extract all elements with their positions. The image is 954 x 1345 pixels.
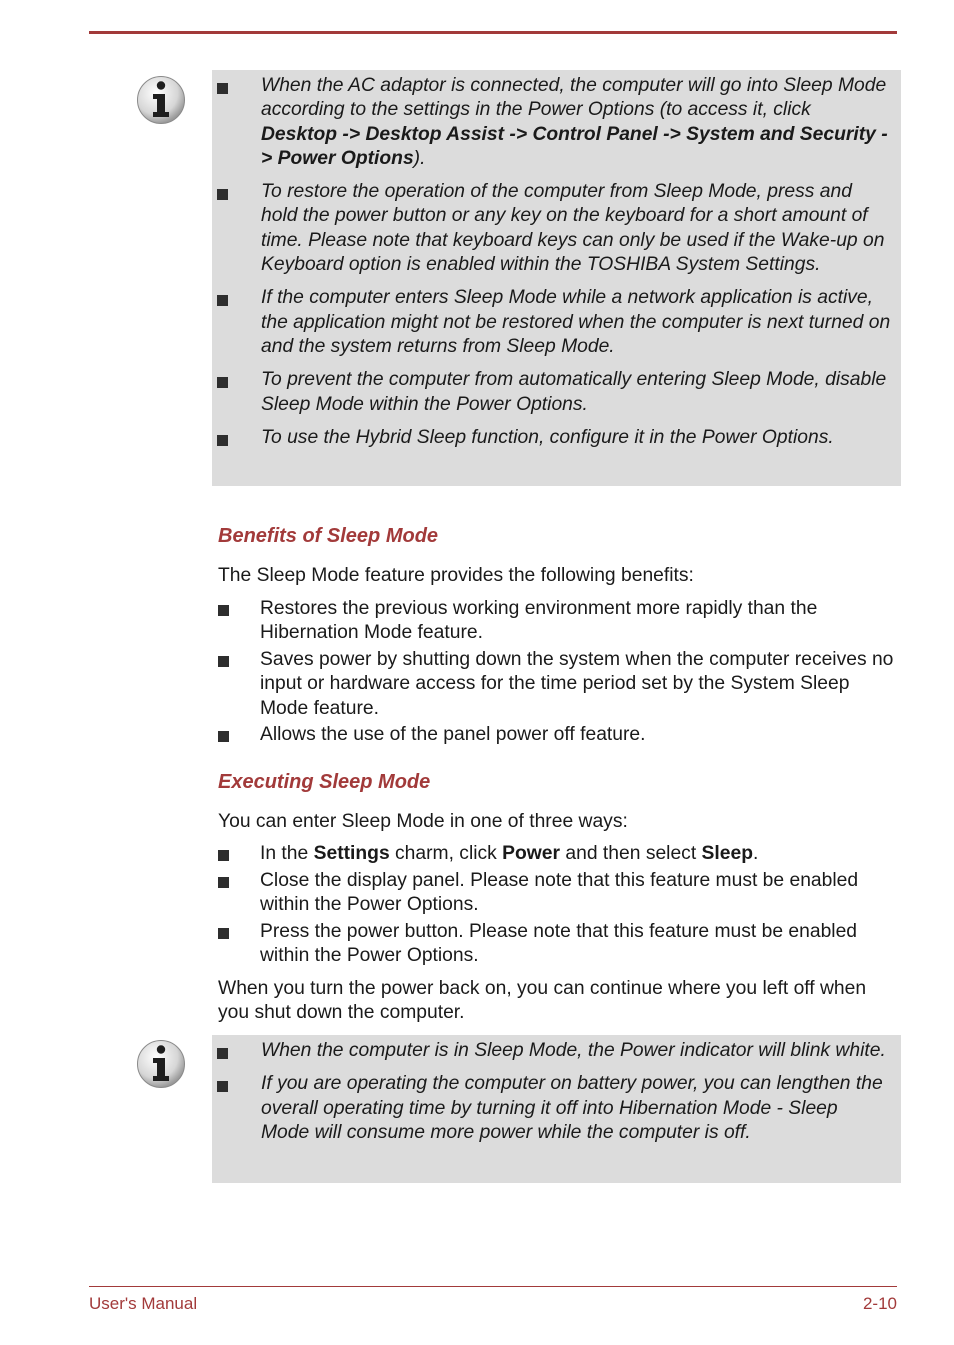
list-item (217, 368, 891, 417)
text-run: charm, click (389, 843, 503, 864)
list-item (218, 648, 898, 721)
square-bullet-icon (217, 1048, 228, 1059)
square-bullet-icon (217, 377, 228, 388)
text-run: . (753, 843, 759, 864)
bold-text: Sleep (701, 843, 753, 864)
footer-manual-title: User's Manual (89, 1294, 198, 1313)
text-run: Close the display panel. Please note that this feature must be enabled within the Power Options. (260, 869, 859, 916)
bold-text: Power (502, 843, 561, 864)
list-item (218, 842, 898, 866)
text-run: Allows the use of the panel power off feature. (260, 724, 646, 746)
square-bullet-icon (218, 877, 229, 888)
text-run: Press the power button. Please note that this feature must be enabled within the Power Options. (260, 920, 858, 967)
list-item (217, 286, 891, 359)
list-item (217, 1072, 891, 1145)
text-run: When the AC adaptor is connected, the computer will go into Sleep Mode according to the settings in the Power Options (to access it, click (261, 75, 887, 121)
benefits-list (218, 597, 898, 750)
note-box-power-info (212, 1035, 901, 1183)
text-run: Saves power by shutting down the system when the computer receives no input or hardware access for the time period set by the System Sleep Mode feature. (260, 649, 894, 719)
square-bullet-icon (218, 928, 229, 939)
list-item (217, 180, 891, 277)
text-run: To restore the operation of the computer from Sleep Mode, press and hold the power button or any key on the keyboard for a short amount of time. Please note that keyboard keys can only be used if the Wake-up on Keyboard option is enabled within the TOSHIBA System Settings. (261, 181, 885, 276)
square-bullet-icon (218, 656, 229, 667)
text-run: and then select (560, 843, 702, 864)
square-bullet-icon (217, 83, 228, 94)
section-heading-benefits: Benefits of Sleep Mode (218, 525, 439, 547)
note-box-sleep-info (212, 70, 901, 486)
executing-list (218, 842, 898, 971)
note-list (217, 74, 891, 450)
text-run: Restores the previous working environment more rapidly than the Hibernation Mode feature. (260, 598, 818, 644)
info-icon (136, 1039, 186, 1089)
text-run: To prevent the computer from automatically entering Sleep Mode, disable Sleep Mode within the Power Options. (261, 369, 887, 415)
square-bullet-icon (218, 850, 229, 861)
list-item (217, 426, 891, 450)
text-run: If the computer enters Sleep Mode while a network application is active, the application might not be restored when the computer is next turned on and the system returns from Sleep Mode. (261, 287, 891, 357)
footer-rule (89, 1286, 897, 1287)
square-bullet-icon (217, 295, 228, 306)
list-item (218, 920, 898, 969)
bold-text: Desktop -> Desktop Assist -> Control Panel -> System and Security -> Power Options (261, 123, 888, 169)
section-heading-executing: Executing Sleep Mode (218, 771, 431, 793)
note-list (217, 1039, 891, 1145)
square-bullet-icon (218, 605, 229, 616)
benefits-intro: The Sleep Mode feature provides the following benefits: (218, 565, 694, 586)
list-item (218, 869, 898, 918)
header-rule (89, 31, 897, 34)
list-item (217, 74, 891, 171)
square-bullet-icon (217, 189, 228, 200)
text-run: ). (413, 147, 426, 169)
text-run: To use the Hybrid Sleep function, configure it in the Power Options. (261, 426, 834, 448)
bold-text: Settings (313, 843, 390, 864)
square-bullet-icon (217, 1081, 228, 1092)
list-item (218, 723, 898, 747)
executing-outro: When you turn the power back on, you can continue where you left off when you shut down the computer. (218, 978, 867, 1024)
list-item (218, 597, 898, 646)
square-bullet-icon (218, 731, 229, 742)
info-icon (136, 75, 186, 125)
text-run: In the (260, 843, 314, 864)
list-item (217, 1039, 891, 1063)
text-run: When the computer is in Sleep Mode, the Power indicator will blink white. (261, 1040, 886, 1061)
executing-intro: You can enter Sleep Mode in one of three ways: (218, 811, 628, 832)
footer-page-number: 2-10 (862, 1294, 897, 1313)
text-run: If you are operating the computer on battery power, you can lengthen the overall operating time by turning it off into Hibernation Mode - Sleep Mode will consume more power while the computer is off. (261, 1073, 883, 1143)
square-bullet-icon (217, 435, 228, 446)
